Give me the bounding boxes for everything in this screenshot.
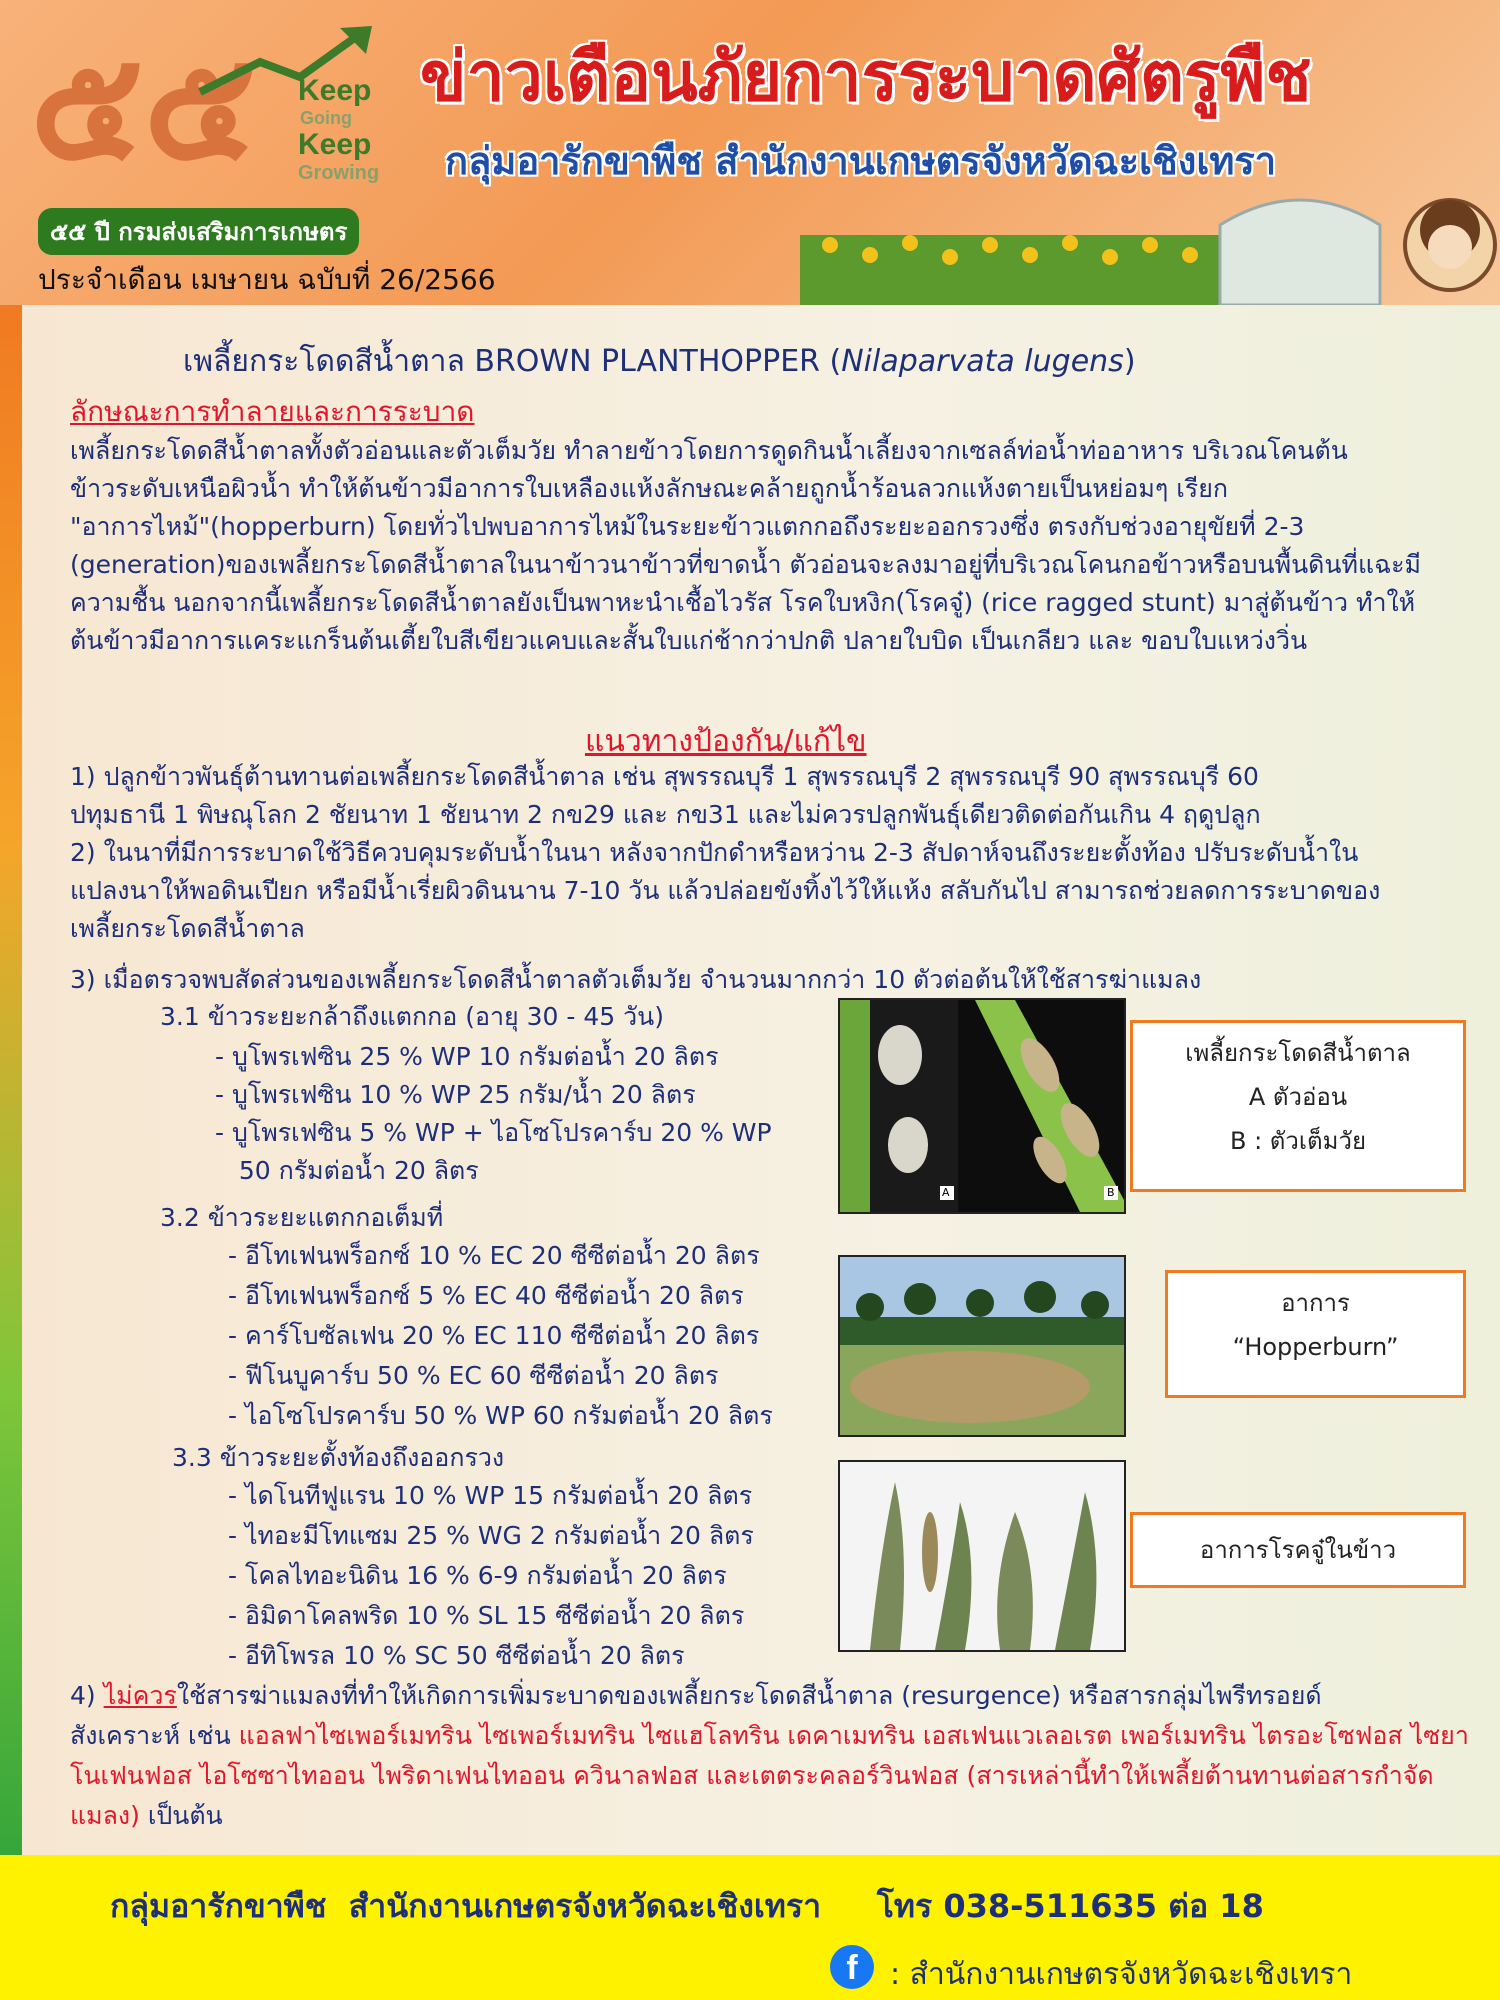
caption-line: “Hopperburn” xyxy=(1232,1333,1399,1361)
issue-date: ประจำเดือน เมษายน ฉบับที่ 26/2566 xyxy=(38,263,496,296)
chemical-item: - บูโพรเฟซิน 5 % WP + ไอโซโปรคาร์บ 20 % WP xyxy=(215,1118,772,1147)
page-title: ข่าวเตือนภัยการระบาดศัตรูพืช xyxy=(420,38,1312,117)
article-title-scientific: Nilaparvata lugens xyxy=(841,344,1124,379)
item-4-line-3: โนเฟนฟอส ไอโซซาไทออน ไพริดาเฟนไทออน ควินาลฟอส และเตตระคลอร์วินฟอส (สารเหล่านี้ทำให้เพลี้ยต้านทานต่อสารกำจัด xyxy=(70,1761,1434,1790)
side-gradient-bar xyxy=(0,305,22,1855)
item-4 xyxy=(70,1676,1485,1836)
farm-illustration xyxy=(800,175,1500,305)
item-4-line-4 xyxy=(70,1796,1485,1836)
chemical-item: - ไดโนทีฟูแรน 10 % WP 15 กรัมต่อน้ำ 20 ลิตร xyxy=(228,1481,753,1510)
chemical-item: 50 กรัมต่อน้ำ 20 ลิตร xyxy=(215,1156,479,1185)
photo-label-a: A xyxy=(942,1186,950,1199)
damage-line: ข้าวระดับเหนือผิวน้ำ ทำให้ต้นข้าวมีอาการใบเหลืองแห้งลักษณะคล้ายถูกน้ำร้อนลวกแห้งตายเป็นหย่อมๆ เรียก xyxy=(70,474,1228,503)
caption-line: อาการ xyxy=(1281,1289,1350,1317)
logo-going: Going xyxy=(300,108,352,128)
caption-line: B : ตัวเต็มวัย xyxy=(1229,1127,1367,1155)
logo-keep-2: Keep xyxy=(298,128,372,161)
article-title xyxy=(183,338,1136,385)
damage-line: (generation)ของเพลี้ยกระโดดสีน้ำตาลในนาข้าวนาข้าวที่ขาดน้ำ ตัวอ่อนจะลงมาอยู่ที่บริเวณโคนกอข้าวหรือบนพื้นดินที่แฉะมี xyxy=(70,550,1422,579)
chemical-item: - อิมิดาโคลพริด 10 % SL 15 ซีซีต่อน้ำ 20 ลิตร xyxy=(228,1601,745,1630)
chemical-item: - ฟีโนบูคาร์บ 50 % EC 60 ซีซีต่อน้ำ 20 ลิตร xyxy=(228,1361,719,1390)
logo-subtitle: ๕๕ ปี กรมส่งเสริมการเกษตร xyxy=(38,208,359,255)
chemical-item: - โคลไทอะนิดิน 16 % 6-9 กรัมต่อน้ำ 20 ลิตร xyxy=(228,1561,727,1590)
hopperburn-image xyxy=(840,1257,1124,1435)
facebook-icon[interactable]: f xyxy=(830,1945,874,1989)
damage-line: เพลี้ยกระโดดสีน้ำตาลทั้งตัวอ่อนและตัวเต็มวัย ทำลายข้าวโดยการดูดกินน้ำเลี้ยงจากเซลล์ท่อน้ำท่ออาหาร บริเวณโคนต้น xyxy=(70,436,1348,465)
item-4-text: สังเคราะห์ เช่น xyxy=(70,1721,239,1750)
damage-line: "อาการไหม้"(hopperburn) โดยทั่วไปพบอาการไหม้ในระยะข้าวแตกกอถึงระยะออกรวงซึ่ง ตรงกับช่วงอายุขัยที่ 2-3 xyxy=(70,512,1305,541)
item-2-line: 2) ในนาที่มีการระบาดใช้วิธีควบคุมระดับน้ำในนา หลังจากปักดำหรือหว่าน 2-3 สัปดาห์จนถึงระยะตั้งท้อง ปรับระดับน้ำใน xyxy=(70,838,1359,867)
logo-keep-1: Keep xyxy=(298,74,372,107)
photo-label-b: B xyxy=(1107,1186,1115,1199)
chemical-item: - ไทอะมีโทแซม 25 % WG 2 กรัมต่อน้ำ 20 ลิตร xyxy=(228,1521,754,1550)
header-banner xyxy=(0,0,1500,305)
item-2-line: เพลี้ยกระโดดสีน้ำตาล xyxy=(70,914,305,943)
logo-digits: ๕๕ xyxy=(30,20,258,194)
item-4-number: 4) xyxy=(70,1681,104,1710)
item-4-chemicals: แอลฟาไซเพอร์เมทริน ไซเพอร์เมทริน ไซแฮโลทริน เดคาเมทริน เอสเฟนแวเลอเรต เพอร์เมทริน ไตรอะโซฟอส ไซยา xyxy=(238,1721,1469,1750)
damage-paragraph xyxy=(70,432,1480,660)
item-1 xyxy=(70,758,1480,834)
planthopper-image xyxy=(840,1000,1124,1212)
section-3-1-list xyxy=(215,1038,772,1190)
chemical-item: - บูโพรเฟซิน 25 % WP 10 กรัมต่อน้ำ 20 ลิตร xyxy=(215,1042,719,1071)
caption-ragged-stunt xyxy=(1130,1512,1466,1588)
page-subtitle: กลุ่มอารักขาพืช สำนักงานเกษตรจังหวัดฉะเชิงเทรา xyxy=(445,139,1277,183)
caption-hopperburn xyxy=(1165,1270,1466,1398)
planthopper-photo xyxy=(838,998,1126,1214)
caption-planthopper xyxy=(1130,1020,1466,1192)
item-4-text: เป็นต้น xyxy=(139,1801,223,1830)
chemical-item: - บูโพรเฟซิน 10 % WP 25 กรัม/น้ำ 20 ลิตร xyxy=(215,1080,696,1109)
section-3-1-heading: 3.1 ข้าวระยะกล้าถึงแตกกอ (อายุ 30 - 45 วัน) xyxy=(160,1002,664,1031)
caption-line: อาการโรคจู๋ในข้าว xyxy=(1199,1536,1397,1564)
chemical-item: - อีทิโพรล 10 % SC 50 ซีซีต่อน้ำ 20 ลิตร xyxy=(228,1641,685,1670)
item-1-line: 1) ปลูกข้าวพันธุ์ต้านทานต่อเพลี้ยกระโดดสีน้ำตาล เช่น สุพรรณบุรี 1 สุพรรณบุรี 2 สุพรรณบุรี 90 สุพรรณบุรี 60 xyxy=(70,762,1259,791)
section-3-2-heading: 3.2 ข้าวระยะแตกกอเต็มที่ xyxy=(160,1203,444,1232)
footer-contact: กลุ่มอารักขาพืช สำนักงานเกษตรจังหวัดฉะเชิงเทรา โทร 038-511635 ต่อ 18 xyxy=(110,1887,1264,1925)
facebook-page-link[interactable]: : สำนักงานเกษตรจังหวัดฉะเชิงเทรา xyxy=(890,1957,1353,1992)
footer xyxy=(0,1855,1500,2000)
chemical-item: - ไอโซโปรคาร์บ 50 % WP 60 กรัมต่อน้ำ 20 ลิตร xyxy=(228,1401,773,1430)
section-3-1 xyxy=(160,998,664,1036)
item-1-line: ปทุมธานี 1 พิษณุโลก 2 ชัยนาท 1 ชัยนาท 2 กข29 และ กข31 และไม่ควรปลูกพันธุ์เดียวติดต่อกันเกิน 4 ฤดูปลูก xyxy=(70,800,1261,829)
item-3: 3) เมื่อตรวจพบสัดส่วนของเพลี้ยกระโดดสีน้ำตาลตัวเต็มวัย จำนวนมากกว่า 10 ตัวต่อต้นให้ใช้สารฆ่าแมลง xyxy=(70,965,1202,994)
section-3-3-heading: 3.3 ข้าวระยะตั้งท้องถึงออกรวง xyxy=(172,1443,505,1472)
item-4-text: ใช้สารฆ่าแมลงที่ทำให้เกิดการเพิ่มระบาดของเพลี้ยกระโดดสีน้ำตาล (resurgence) หรือสารกลุ่มไพรีทรอยด์ xyxy=(176,1681,1322,1710)
anniversary-logo xyxy=(30,22,410,272)
item-4-chemicals: แมลง) xyxy=(70,1801,140,1830)
hopperburn-photo xyxy=(838,1255,1126,1437)
chemical-item: - คาร์โบซัลเฟน 20 % EC 110 ซีซีต่อน้ำ 20 ลิตร xyxy=(228,1321,760,1350)
chemical-item: - อีโทเฟนพร็อกซ์ 10 % EC 20 ซีซีต่อน้ำ 20 ลิตร xyxy=(228,1241,760,1270)
prevention-heading: แนวทางป้องกัน/แก้ไข xyxy=(585,724,867,759)
item-2-line: แปลงนาให้พอดินเปียก หรือมีน้ำเรี่ยผิวดินนาน 7-10 วัน แล้วปล่อยขังทิ้งไว้ให้แห้ง สลับกันไป สามารถช่วยลดการระบาดของ xyxy=(70,876,1381,905)
damage-line: ต้นข้าวมีอาการแคระแกร็นต้นเตี้ยใบสีเขียวแคบและสั้นใบแก่ช้ากว่าปกติ ปลายใบบิด เป็นเกลียว และ ขอบใบแหว่งวิ่น xyxy=(70,626,1308,655)
item-4-line-1 xyxy=(70,1676,1485,1716)
caption-line: A ตัวอ่อน xyxy=(1248,1083,1348,1111)
caption-line: เพลี้ยกระโดดสีน้ำตาล xyxy=(1185,1039,1411,1067)
damage-heading: ลักษณะการทำลายและการระบาด xyxy=(70,395,475,428)
item-4-line-2 xyxy=(70,1716,1485,1756)
article-title-thai: เพลี้ยกระโดดสีน้ำตาล BROWN PLANTHOPPER ( xyxy=(183,344,842,379)
article-title-close: ) xyxy=(1123,344,1136,379)
section-3-3-list xyxy=(228,1476,754,1676)
logo-growing: Growing xyxy=(298,162,380,184)
chemical-item: - อีโทเฟนพร็อกซ์ 5 % EC 40 ซีซีต่อน้ำ 20 ลิตร xyxy=(228,1281,744,1310)
ragged-stunt-photo xyxy=(838,1460,1126,1652)
damage-line: ความชื้น นอกจากนี้เพลี้ยกระโดดสีน้ำตาลยังเป็นพาหะนำเชื้อไวรัส โรคใบหงิก(โรคจู๋) (rice ragged stunt) มาสู่ต้นข้าว ทำให้ xyxy=(70,588,1416,617)
item-2 xyxy=(70,834,1480,948)
section-3-2-list xyxy=(228,1236,773,1436)
item-4-warning: ไม่ควร xyxy=(103,1681,177,1710)
ragged-stunt-image xyxy=(840,1462,1124,1650)
